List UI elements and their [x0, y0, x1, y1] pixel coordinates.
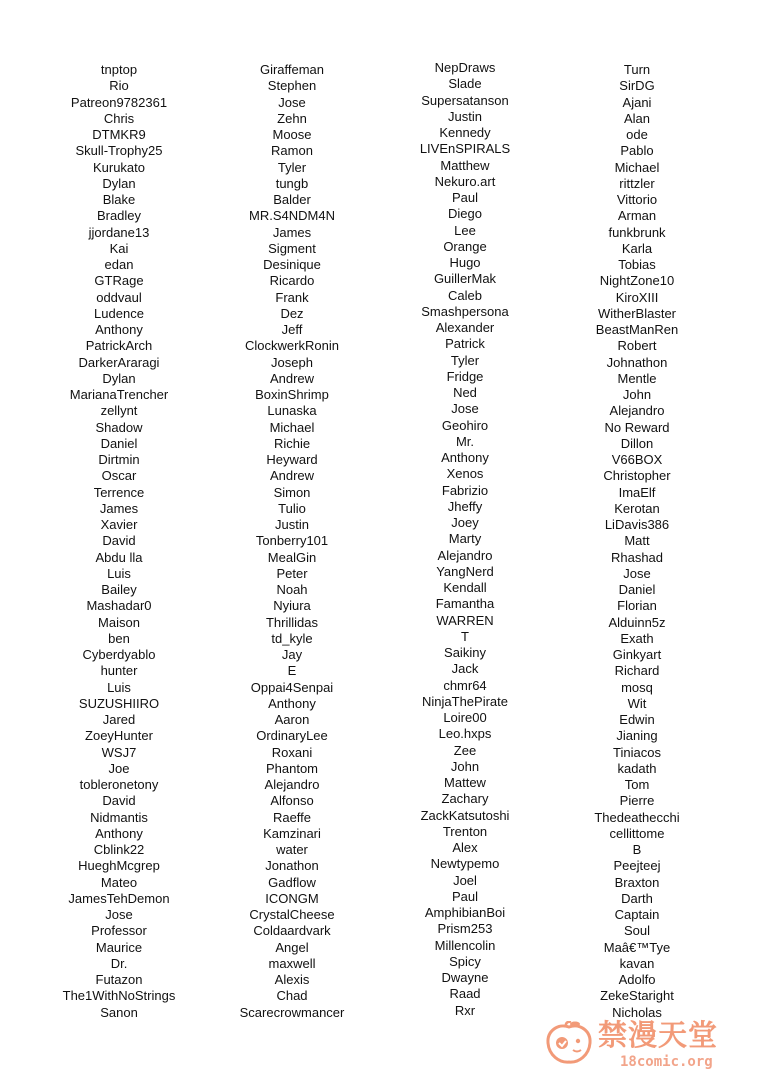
supporter-name: Mentle: [617, 370, 657, 386]
supporter-name: Thedeathecchi: [594, 809, 680, 825]
supporter-name: Chris: [103, 110, 135, 126]
supporter-name: Cblink22: [93, 842, 145, 857]
names-column-3: [370, 62, 560, 1021]
supporter-name: SUZUSHIIRO: [78, 695, 160, 711]
supporter-name: Tyler: [450, 352, 480, 368]
supporter-name: Edwin: [619, 712, 655, 727]
supporter-name: Balder: [273, 192, 311, 207]
supporter-name: John: [450, 758, 480, 774]
supporter-name: Vittorio: [616, 192, 658, 207]
supporter-name: kavan: [619, 955, 655, 971]
supporter-name: Alfonso: [270, 793, 314, 809]
supporter-name: Trenton: [442, 823, 488, 839]
supporter-name: Oppai4Senpai: [250, 679, 334, 695]
supporter-name: Tulio: [278, 500, 306, 516]
supporter-name: Ginkyart: [612, 647, 662, 662]
supporter-name: Loire00: [443, 710, 487, 725]
supporter-name: Alan: [623, 110, 651, 126]
supporter-name: Anthony: [95, 825, 143, 841]
supporter-name: Braxton: [614, 874, 660, 890]
supporter-name: Caleb: [448, 287, 482, 303]
supporter-name: Jose: [451, 401, 479, 417]
supporter-name: Dylan: [102, 370, 136, 386]
supporter-name: Joseph: [271, 354, 313, 370]
supporter-name: Terrence: [93, 484, 145, 500]
supporter-name: ZoeyHunter: [85, 728, 153, 744]
supporter-name: WARREN: [436, 612, 494, 628]
supporter-name: Dez: [280, 305, 304, 321]
supporter-name: NightZone10: [599, 273, 675, 289]
supporter-name: Coldaardvark: [253, 923, 331, 939]
supporter-name: Paul: [451, 190, 479, 205]
supporter-name: Sigment: [268, 240, 316, 256]
supporter-name: ZekeStaright: [600, 988, 674, 1004]
supporter-name: MarianaTrencher: [69, 387, 169, 402]
supporter-name: jjordane13: [88, 224, 150, 240]
supporter-name: David: [102, 793, 136, 809]
supporter-name: Adolfo: [618, 972, 656, 987]
supporter-name: Bradley: [96, 208, 142, 224]
supporter-name: B: [632, 842, 642, 857]
supporter-name: Dwayne: [441, 970, 489, 985]
supporter-name: zellynt: [100, 403, 138, 419]
supporter-name: Sanon: [100, 1004, 138, 1020]
supporter-name: Rio: [109, 78, 129, 94]
supporter-name: Dillon: [620, 435, 654, 451]
supporter-name: Desinique: [263, 257, 321, 272]
supporter-name: Tom: [624, 777, 650, 792]
supporter-name: Moose: [272, 127, 312, 142]
supporter-name: Simon: [273, 484, 311, 500]
supporter-name: Jose: [105, 907, 133, 922]
supporter-name: Captain: [614, 907, 660, 922]
supporter-name: Alexander: [435, 320, 495, 335]
supporter-name: Wit: [627, 695, 647, 711]
supporter-name: Cyberdyablo: [82, 647, 156, 662]
supporter-name: Abdu lla: [95, 549, 143, 565]
supporter-name: Tonberry101: [255, 533, 329, 549]
supporter-name: Bailey: [101, 582, 137, 597]
supporter-name: Nidmantis: [90, 809, 148, 825]
supporter-name: Kennedy: [439, 125, 491, 140]
supporter-name: WitherBlaster: [597, 305, 677, 321]
supporter-name: Soul: [623, 923, 651, 939]
supporter-name: Robert: [617, 338, 657, 354]
supporter-name: JamesTehDemon: [68, 890, 170, 906]
supporter-name: Dirtmin: [98, 452, 140, 467]
supporter-name: Jheffy: [447, 498, 483, 514]
supporter-name: Zee: [453, 742, 477, 758]
supporter-name: Rxr: [454, 1002, 476, 1018]
supporter-name: Anthony: [441, 450, 489, 465]
supporter-name: Anthony: [268, 695, 316, 711]
supporter-name: Kendall: [443, 580, 487, 595]
supporter-name: Nicholas: [612, 1004, 662, 1020]
names-column-4: [542, 62, 732, 1021]
supporter-name: Phantom: [265, 760, 319, 776]
supporter-name: Mashadar0: [86, 598, 152, 614]
supporter-name: Spicy: [449, 953, 481, 969]
supporter-name: ICONGM: [265, 890, 319, 906]
supporter-name: Ricardo: [269, 273, 315, 289]
supporter-name: Rhashad: [610, 549, 664, 565]
supporter-name: tungb: [275, 175, 309, 191]
site-watermark: [540, 1005, 762, 1075]
supporter-name: Kai: [109, 240, 129, 256]
supporter-name: Lunaska: [267, 403, 317, 419]
supporter-name: Joe: [108, 760, 130, 776]
supporter-name: Aaron: [274, 712, 310, 727]
supporter-name: Hugo: [449, 255, 481, 270]
supporter-name: No Reward: [604, 419, 670, 435]
supporter-name: CrystalCheese: [249, 907, 335, 922]
supporter-name: KiroXIII: [615, 289, 659, 305]
supporter-name: Ludence: [94, 305, 144, 321]
supporter-name: DarkerAraragi: [78, 354, 160, 370]
supporter-name: Scarecrowmancer: [239, 1004, 345, 1020]
supporter-name: Richie: [273, 435, 311, 451]
supporter-name: Millencolin: [434, 937, 496, 953]
supporter-name: Pablo: [620, 143, 654, 159]
supporter-name: AmphibianBoi: [424, 905, 506, 920]
supporter-name: Alexis: [274, 972, 310, 987]
supporter-name: LIVEnSPIRALS: [419, 141, 511, 157]
supporter-name: V66BOX: [611, 452, 663, 467]
supporter-name: Frank: [275, 289, 309, 305]
supporter-name: John: [622, 387, 652, 402]
supporter-name: Matthew: [440, 157, 490, 173]
peach-mascot-icon: [544, 1021, 594, 1065]
supporter-name: BeastManRen: [595, 322, 679, 337]
supporter-name: water: [276, 842, 308, 857]
supporter-name: Stephen: [267, 78, 317, 94]
supporter-name: Turn: [623, 62, 651, 77]
supporter-name: Patreon9782361: [70, 94, 168, 110]
supporter-name: Justin: [275, 517, 309, 532]
supporter-name: Alex: [452, 840, 478, 855]
supporter-name: Tyler: [277, 159, 307, 175]
supporter-name: Chad: [276, 988, 308, 1004]
supporter-name: Maurice: [95, 939, 143, 955]
supporter-name: hunter: [100, 663, 138, 679]
supporter-name: Patrick: [445, 336, 485, 352]
supporter-name: Zachary: [441, 791, 489, 807]
watermark-url: 18comic.org: [620, 1054, 713, 1070]
supporter-name: oddvaul: [96, 289, 142, 305]
supporter-name: Heyward: [266, 452, 318, 467]
supporter-name: Anthony: [95, 322, 143, 337]
supporter-name: Matt: [624, 533, 650, 549]
supporter-name: Angel: [275, 939, 309, 955]
supporter-name: MealGin: [267, 549, 317, 565]
supporter-name: SirDG: [619, 78, 655, 94]
supporter-name: Diego: [448, 206, 482, 222]
supporter-name: Fabrizio: [441, 482, 489, 498]
supporter-name: Jose: [623, 565, 651, 581]
supporter-name: Arman: [617, 208, 657, 224]
supporter-name: Thrillidas: [265, 614, 318, 630]
supporter-name: Alduinn5z: [608, 614, 666, 630]
supporter-name: GuillerMak: [433, 271, 497, 287]
supporter-name: rittzler: [619, 175, 655, 191]
supporter-name: Mattew: [444, 775, 486, 790]
supporter-name: Saikiny: [444, 645, 486, 660]
supporter-name: Smashpersona: [421, 303, 509, 319]
supporter-name: Famantha: [435, 596, 495, 612]
supporter-name: Supersatanson: [421, 92, 509, 108]
supporter-name: Luis: [107, 679, 131, 695]
supporter-name: GTRage: [94, 273, 144, 289]
supporter-name: cellittome: [609, 825, 665, 841]
supporter-name: HueghMcgrep: [78, 858, 160, 874]
supporter-name: Christopher: [603, 468, 671, 484]
supporter-name: Blake: [102, 192, 136, 207]
supporter-name: Fridge: [446, 368, 484, 384]
supporter-name: td_kyle: [271, 630, 313, 646]
supporter-name: maxwell: [268, 955, 316, 971]
supporter-name: NinjaThePirate: [422, 693, 508, 709]
supporter-name: Daniel: [618, 582, 656, 597]
supporter-name: DTMKR9: [92, 127, 146, 142]
supporter-name: NepDraws: [434, 60, 496, 75]
supporter-name: Michael: [614, 159, 660, 175]
supporter-name: David: [102, 533, 136, 549]
supporter-name: T: [461, 628, 469, 644]
supporter-name: Alejandro: [609, 403, 665, 419]
supporter-name: Jose: [278, 94, 306, 110]
supporter-name: kadath: [617, 760, 657, 776]
supporter-name: Roxani: [271, 744, 313, 760]
supporter-name: Tiniacos: [613, 744, 661, 760]
supporter-name: Maâ€™Tye: [603, 939, 671, 955]
supporter-name: Slade: [448, 76, 482, 92]
supporter-name: LiDavis386: [604, 517, 670, 532]
supporter-name: Luis: [107, 565, 131, 581]
supporter-name: Lee: [454, 222, 476, 238]
supporter-name: Andrew: [269, 468, 315, 484]
supporter-name: Kamzinari: [263, 825, 321, 841]
supporter-name: ben: [108, 630, 130, 646]
supporter-name: Orange: [443, 238, 487, 254]
supporter-name: Mateo: [100, 874, 138, 890]
supporter-name: Gadflow: [268, 874, 316, 890]
supporter-name: Futazon: [95, 972, 143, 987]
supporter-name: ZackKatsutoshi: [420, 807, 510, 823]
supporter-name: James: [99, 500, 139, 516]
supporter-name: Zehn: [277, 110, 307, 126]
supporter-name: tobleronetony: [79, 777, 159, 792]
supporter-name: Ramon: [271, 143, 313, 159]
supporter-name: Alejandro: [437, 547, 493, 563]
supporter-name: Exath: [620, 630, 654, 646]
supporter-name: Jeff: [281, 322, 303, 337]
supporter-name: Joel: [453, 872, 477, 888]
supporter-name: Oscar: [101, 468, 137, 484]
supporter-name: Darth: [621, 890, 653, 906]
supporter-name: Jonathon: [265, 858, 319, 874]
supporter-name: Kerotan: [614, 500, 660, 516]
supporter-name: tnptop: [100, 62, 138, 77]
supporter-name: Xavier: [100, 517, 138, 532]
supporter-name: YangNerd: [436, 563, 494, 579]
supporter-name: Raeffe: [272, 809, 312, 825]
supporter-name: Professor: [91, 923, 147, 939]
supporter-name: Jianing: [616, 728, 658, 744]
supporter-name: Maison: [98, 614, 140, 630]
supporter-name: Alejandro: [264, 777, 320, 792]
supporter-name: Raad: [449, 986, 481, 1002]
supporter-name: Justin: [448, 108, 482, 124]
supporter-name: Andrew: [269, 370, 315, 386]
supporter-name: Tobias: [618, 257, 656, 272]
supporter-name: Kurukato: [92, 159, 146, 175]
supporter-name: Joey: [451, 515, 479, 530]
supporter-name: Geohiro: [441, 417, 489, 433]
supporter-name: Jared: [102, 712, 136, 727]
supporter-name: edan: [104, 257, 134, 272]
supporter-name: BoxinShrimp: [255, 387, 329, 402]
supporter-name: Prism253: [437, 921, 493, 937]
supporter-name: Jack: [451, 661, 479, 677]
supporter-name: Mr.: [455, 433, 475, 449]
supporter-name: Johnathon: [606, 354, 668, 370]
supporter-name: PatrickArch: [85, 338, 153, 354]
watermark-title: 禁漫天堂: [598, 1018, 719, 1052]
supporter-name: James: [272, 224, 312, 240]
supporter-name: Ajani: [622, 94, 652, 110]
supporter-name: Nekuro.art: [434, 173, 496, 189]
names-column-2: [197, 62, 387, 1021]
supporter-name: The1WithNoStrings: [62, 988, 176, 1004]
supporter-name: Giraffeman: [259, 62, 325, 77]
supporter-name: ode: [626, 127, 648, 142]
supporter-name: E: [287, 663, 297, 679]
supporter-name: ImaElf: [618, 484, 656, 500]
supporter-name: Leo.hxps: [438, 726, 492, 742]
supporter-name: Peejteej: [613, 858, 661, 874]
supporter-name: Paul: [451, 888, 479, 904]
supporter-name: Florian: [617, 598, 657, 614]
supporter-name: Xenos: [446, 466, 484, 482]
names-column-1: [24, 62, 214, 1021]
supporter-name: Dylan: [102, 175, 136, 191]
supporter-name: Daniel: [100, 435, 138, 451]
supporter-name: Dr.: [110, 955, 128, 971]
supporter-name: MR.S4NDM4N: [249, 208, 335, 224]
supporter-name: Peter: [276, 565, 308, 581]
supporter-name: OrdinaryLee: [256, 728, 328, 744]
supporter-name: Newtypemo: [430, 856, 500, 872]
supporter-name: Michael: [269, 419, 315, 435]
supporter-name: Noah: [276, 582, 308, 597]
supporter-name: Shadow: [95, 419, 143, 435]
supporter-name: Pierre: [619, 793, 655, 809]
supporter-name: funkbrunk: [608, 224, 666, 240]
supporter-name: Nyiura: [273, 598, 311, 614]
supporter-name: WSJ7: [101, 744, 137, 760]
supporter-name: Karla: [621, 240, 653, 256]
supporter-name: chmr64: [443, 677, 487, 693]
supporter-name: Ned: [453, 385, 477, 400]
supporter-name: Skull-Trophy25: [75, 143, 163, 159]
supporter-name: Marty: [448, 531, 482, 547]
supporter-name: Jay: [281, 647, 303, 662]
supporter-name: Richard: [614, 663, 660, 679]
supporter-name: ClockwerkRonin: [245, 338, 339, 354]
supporter-name: mosq: [621, 679, 653, 695]
